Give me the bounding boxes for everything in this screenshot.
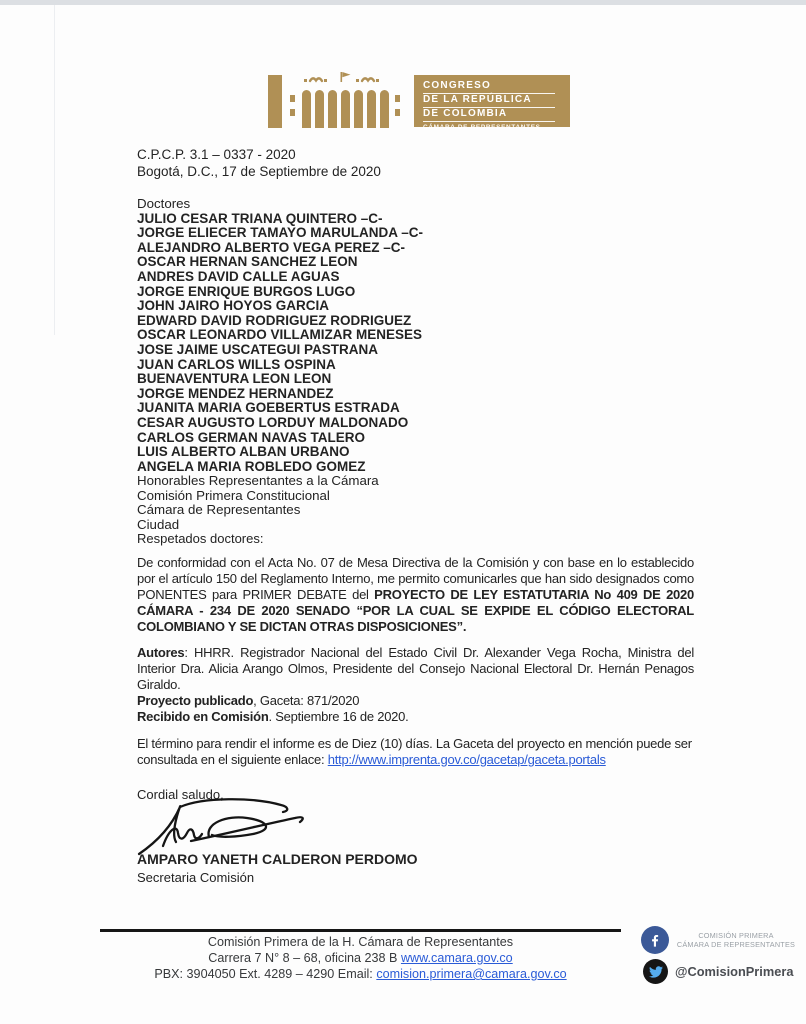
logo-text-line: DE COLOMBIA [423,108,555,122]
recipient-name: JORGE ELIECER TAMAYO MARULANDA –C- [137,225,424,241]
footer-contact-block [100,934,621,982]
recipient-name: JUAN CARLOS WILLS OSPINA [137,356,336,372]
recipient-descriptor: Ciudad [137,517,180,533]
published-text: , Gaceta: 871/2020 [253,693,360,708]
recipient-descriptor: Cámara de Representantes [137,502,301,518]
gaceta-link[interactable]: http://www.imprenta.gov.co/gacetap/gaceta.portals [327,752,606,767]
logo-text-line: DE LA REPÚBLICA [423,94,555,108]
signer-name: AMPARO YANETH CALDERON PERDOMO [137,851,418,867]
authors-label: Autores [137,645,185,660]
recipient-descriptors [137,474,423,532]
authors-paragraph [137,645,694,693]
recipient-name: ANGELA MARIA ROBLEDO GOMEZ [137,458,366,474]
facebook-icon [641,926,669,954]
twitter-handle: @ComisionPrimera [675,964,794,979]
recipient-name: OSCAR LEONARDO VILLAMIZAR MENESES [137,327,423,343]
footer-divider [100,929,621,932]
greeting-line: Respetados doctores: [137,531,264,546]
recipient-name: CARLOS GERMAN NAVAS TALERO [137,429,365,445]
published-line [137,693,694,709]
date-line: Bogotá, D.C., 17 de Septiembre de 2020 [137,164,381,179]
facebook-label-line1: COMISIÓN PRIMERA [698,931,774,940]
recipient-name: OSCAR HERNAN SANCHEZ LEON [137,254,358,270]
footer-line-address [100,950,621,966]
recipient-name: JORGE ENRIQUE BURGOS LUGO [137,283,356,299]
facebook-row [641,926,797,954]
recipient-name: LUIS ALBERTO ALBAN URBANO [137,444,350,460]
twitter-icon [643,959,668,984]
authors-block [137,645,694,725]
recipient-descriptor: Comisión Primera Constitucional [137,487,330,503]
recipient-name: EDWARD DAVID RODRIGUEZ RODRIGUEZ [137,312,412,328]
published-label: Proyecto publicado [137,693,254,708]
bill-title-bold: PROYECTO DE LEY ESTATUTARIA No 409 DE 2020 CÁMARA - 234 DE 2020 SENADO “POR LA CUAL SE EXPIDE EL CÓDIGO ELECTORAL COLOMBIANO Y SE DICTAN OTRAS DISPOSICIONES”. [137,587,694,634]
received-label: Recibido en Comisión [137,709,269,724]
facebook-label-line2: CÁMARA DE REPRESENTANTES [676,940,796,949]
signature-image [133,797,323,859]
reference-number: C.P.C.P. 3.1 – 0337 - 2020 [137,147,296,162]
recipient-names [137,212,423,475]
camara-website-link[interactable]: www.camara.gov.co [400,951,513,965]
logo-subtitle: CÁMARA DE REPRESENTANTES [423,124,541,131]
commission-email-link[interactable]: comision.primera@camara.gov.co [376,967,567,981]
recipient-descriptor: Honorables Representantes a la Cámara [137,473,379,489]
paragraph-text: De conformidad con el Acta No. 07 de Mesa Directiva de la Comisión y con base en lo establecido por el artículo 150 del Reglamento Interno, me permito comunicarles que han sido designados como PONENTES para PRIMER DEBATE del [137,555,694,602]
footer-line-phone [100,966,621,982]
footer-address-text: Carrera 7 N° 8 – 68, oficina 238 B [208,951,401,965]
received-text: . Septiembre 16 de 2020. [268,709,409,724]
recipient-name: JULIO CESAR TRIANA QUINTERO –C- [137,210,383,226]
recipient-name: BUENAVENTURA LEON LEON [137,371,332,387]
received-line [137,709,694,725]
reference-block [137,146,381,180]
recipient-name: JORGE MENDEZ HERNANDEZ [137,385,334,401]
recipient-name: JUANITA MARIA GOEBERTUS ESTRADA [137,400,400,416]
recipient-name: JOSE JAIME USCATEGUI PASTRANA [137,341,379,357]
twitter-row [643,959,793,984]
deadline-text: El término para rendir el informe es de Diez (10) días. La Gaceta del proyecto en mención puede ser consultada en el siguiente enlace: [137,736,692,767]
closing-line: Cordial saludo, [137,787,224,802]
scan-edge-left [54,5,55,335]
scan-edge-top [0,0,806,5]
footer-line-commission: Comisión Primera de la H. Cámara de Representantes [207,935,514,949]
recipients-block [137,197,423,533]
congress-logo-box [414,75,570,131]
recipient-name: JOHN JAIRO HOYOS GARCIA [137,298,330,314]
authors-text: : HHRR. Registrador Nacional del Estado Civil Dr. Alexander Vega Rocha, Ministra del Interior Dra. Alicia Arango Olmos, Presidente del Consejo Nacional Electoral Dr. Hernán Penagos Giraldo. [137,645,694,692]
signer-title: Secretaria Comisión [137,870,255,885]
logo-text-line: CONGRESO [423,80,555,94]
letterhead [268,70,570,131]
congress-columns-icon [268,70,410,128]
salutation: Doctores [137,196,191,211]
recipient-name: CESAR AUGUSTO LORDUY MALDONADO [137,414,409,430]
recipient-name: ALEJANDRO ALBERTO VEGA PEREZ –C- [137,239,406,255]
body-paragraph-designation [137,555,694,635]
facebook-page-label [675,931,797,949]
footer-phone-text: PBX: 3904050 Ext. 4289 – 4290 Email: [154,967,377,981]
recipient-name: ANDRES DAVID CALLE AGUAS [137,268,340,284]
deadline-paragraph [137,736,694,768]
